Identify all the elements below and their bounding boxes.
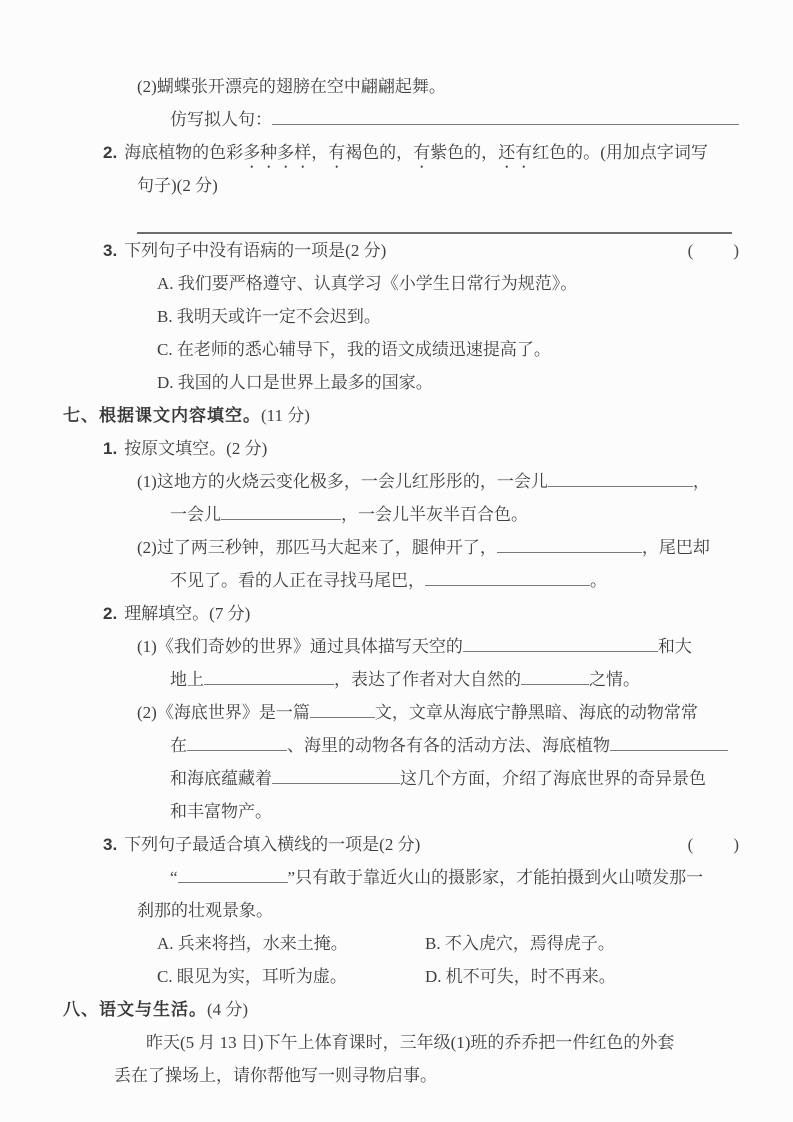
blank-line	[610, 735, 728, 751]
q6-2-stem-line2	[0, 169, 793, 202]
q7-3-options-row2	[0, 960, 793, 993]
blank-line	[178, 867, 288, 883]
blank-line	[221, 504, 341, 520]
q7-2-sub1-line2	[0, 663, 793, 696]
fill-text: ，尾巴却	[641, 538, 710, 557]
section-seven-heading	[0, 399, 793, 432]
stem-text: 理解填空。(7 分)	[124, 604, 251, 623]
emphasized-text: 有	[328, 143, 346, 162]
stem-text: 褐色的，	[345, 143, 414, 162]
option-text: A. 我们要严格遵守、认真学习《小学生日常行为规范》。	[157, 274, 578, 293]
prompt-text: 仿写拟人句：	[170, 110, 272, 129]
stem-text: ，	[311, 143, 329, 162]
q7-1-sub2-line2	[0, 564, 793, 597]
q7-2-sub2-line3	[0, 762, 793, 795]
fill-text: ，表达了作者对大自然的	[334, 670, 521, 689]
option-text: A. 兵来将挡，水来土掩。	[157, 934, 348, 953]
emphasized-text: 有	[413, 143, 431, 162]
fill-text: ，	[692, 472, 710, 491]
q7-2-stem-line	[0, 597, 793, 630]
section-score: (4 分)	[207, 1000, 249, 1019]
paragraph-text: 丢在了操场上，请你帮他写一则寻物启事。	[114, 1066, 437, 1085]
q7-1-sub1-line2	[0, 498, 793, 531]
blank-line	[272, 109, 739, 125]
answer-space	[0, 202, 793, 213]
q7-3-options-row1	[0, 927, 793, 960]
stem-text: 海底植物的色彩	[124, 143, 244, 162]
answer-bracket: ( )	[687, 835, 741, 854]
q6-1-sub2-sentence	[0, 70, 793, 103]
stem-text: 红色的。	[532, 143, 601, 162]
option-text: B. 我明天或许一定不会迟到。	[157, 307, 381, 326]
stem-text: 按原文填空。(2 分)	[124, 439, 268, 458]
fill-text: 和海底蕴藏着	[170, 769, 272, 788]
q6-3-option-b	[0, 300, 793, 333]
quote-text: “	[170, 868, 178, 887]
fill-text: 不见了。看的人正在寻找马尾巴，	[170, 571, 425, 590]
option-text: C. 在老师的悉心辅导下，我的语文成绩迅速提高了。	[157, 340, 551, 359]
q7-2-sub1-line1	[0, 630, 793, 663]
blank-line	[548, 471, 693, 487]
q6-1-sub2-prompt-line	[0, 103, 793, 136]
q7-1-sub2-line1	[0, 531, 793, 564]
q6-3-option-a	[0, 267, 793, 300]
fill-text: 地上	[170, 670, 204, 689]
fill-text: 在	[170, 736, 187, 755]
fill-text: 、海里的动物各有各的活动方法、海底植物	[287, 736, 610, 755]
q7-1-sub1-line1	[0, 465, 793, 498]
blank-line	[187, 735, 287, 751]
q7-1-stem-line	[0, 432, 793, 465]
section-eight-heading	[0, 993, 793, 1026]
fill-text: (1)《我们奇妙的世界》通过具体描写天空的	[137, 637, 463, 656]
question-number: 2.	[103, 143, 118, 162]
section-title: 八、语文与生活。	[63, 1000, 207, 1019]
fill-text: 之情。	[589, 670, 640, 689]
option-text: C. 眼见为实，耳听为虚。	[157, 967, 347, 986]
quote-text: 刹那的壮观景象。	[137, 901, 273, 920]
blank-line	[310, 702, 375, 718]
instruction-note: 句子)(2 分)	[137, 176, 218, 195]
fill-text: (1)这地方的火烧云变化极多，一会儿红彤彤的，一会儿	[137, 472, 548, 491]
emphasized-text: 还有	[498, 143, 533, 162]
question-number: 2.	[103, 604, 118, 623]
blank-line	[463, 636, 658, 652]
q6-3-option-d	[0, 366, 793, 399]
question-number: 1.	[103, 439, 118, 458]
emphasized-text: 多种多样	[243, 143, 312, 162]
fill-text: 一会儿	[170, 505, 221, 524]
fill-text: 文，文章从海底宁静黑暗、海底的动物常常	[374, 703, 698, 722]
question-number: 3.	[103, 241, 118, 260]
q7-3-quote-line2	[0, 894, 793, 927]
stem-text: 紫色的，	[430, 143, 499, 162]
blank-line	[521, 669, 589, 685]
blank-line	[272, 768, 400, 784]
q7-2-sub2-line1	[0, 696, 793, 729]
stem-text: 下列句子中没有语病的一项是(2 分)	[124, 241, 387, 260]
section-title: 七、根据课文内容填空。	[63, 406, 261, 425]
q7-3-stem-line	[0, 828, 793, 861]
q6-2-stem-line1	[0, 136, 793, 169]
q7-2-sub2-line4	[0, 795, 793, 828]
fill-text: (2)过了两三秒钟，那匹马大起来了，腿伸开了，	[137, 538, 497, 557]
stem-text: 下列句子最适合填入横线的一项是(2 分)	[124, 835, 421, 854]
answer-rule-line	[137, 223, 732, 234]
option-text: D. 我国的人口是世界上最多的国家。	[157, 373, 433, 392]
fill-text: 和大	[657, 637, 692, 656]
fill-text: (2)《海底世界》是一篇	[137, 703, 310, 722]
q7-2-sub2-line2	[0, 729, 793, 762]
fill-text: 这几个方面，介绍了海底世界的奇异景色	[400, 769, 706, 788]
blank-line	[425, 570, 590, 586]
q6-3-option-c	[0, 333, 793, 366]
q8-body-line1	[0, 1026, 793, 1059]
option-text: B. 不入虎穴，焉得虎子。	[425, 934, 615, 953]
sentence-text: (2)蝴蝶张开漂亮的翅膀在空中翩翩起舞。	[137, 77, 446, 96]
blank-line	[497, 537, 642, 553]
q8-body-line2	[0, 1059, 793, 1092]
paragraph-text: 昨天(5 月 13 日)下午上体育课时，三年级(1)班的乔乔把一件红色的外套	[146, 1033, 675, 1052]
quote-text: ”只有敢于靠近火山的摄影家，才能拍摄到火山喷发那一	[287, 868, 704, 887]
answer-bracket: ( )	[687, 241, 741, 260]
blank-line	[204, 669, 334, 685]
instruction-note: (用加点字词写	[600, 143, 708, 162]
option-text: D. 机不可失，时不再来。	[425, 967, 616, 986]
fill-text: 。	[590, 571, 607, 590]
q6-3-stem-line	[0, 234, 793, 267]
question-number: 3.	[103, 835, 118, 854]
fill-text: ，一会儿半灰半百合色。	[341, 505, 528, 524]
section-score: (11 分)	[261, 406, 310, 425]
fill-text: 和丰富物产。	[170, 802, 272, 821]
q7-3-quote-line1	[0, 861, 793, 894]
